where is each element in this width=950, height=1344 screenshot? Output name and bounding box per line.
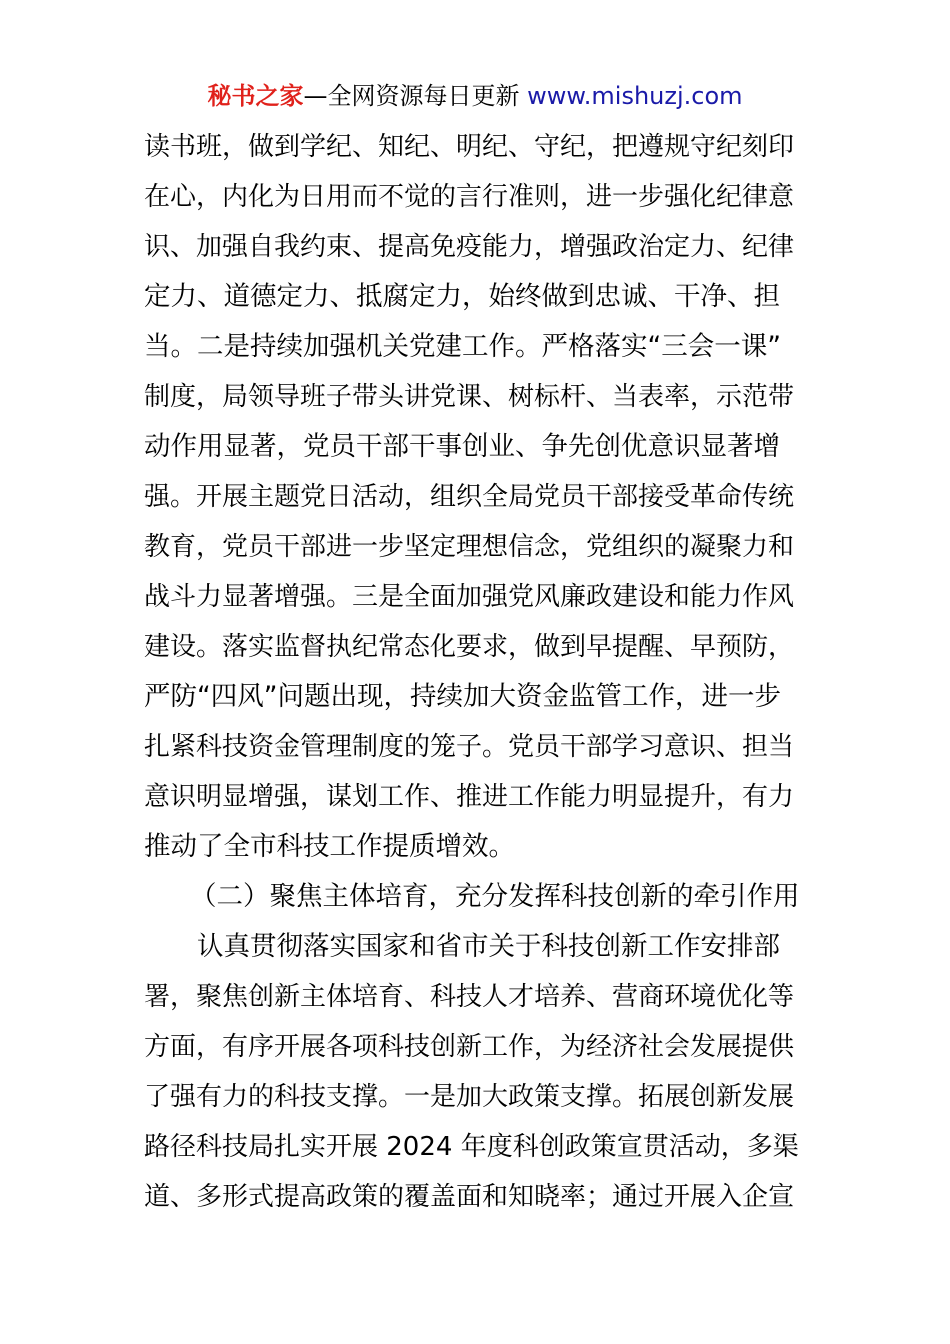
text-line: 战斗力显著增强。三是全面加强党风廉政建设和能力作风: [144, 582, 795, 612]
text-line: 读书班，做到学纪、知纪、明纪、守纪，把遵规守纪刻印: [144, 132, 795, 162]
text-line: 道、多形式提高政策的覆盖面和知晓率；通过开展入企宣: [144, 1182, 795, 1212]
text-line: 教育，党员干部进一步坚定理想信念，党组织的凝聚力和: [144, 532, 795, 562]
site-header: [0, 80, 950, 112]
text-line: 制度，局领导班子带头讲党课、树标杆、当表率，示范带: [144, 382, 795, 412]
site-tagline: —全网资源每日更新: [303, 82, 528, 110]
text-line: 在心，内化为日用而不觉的言行准则，进一步强化纪律意: [144, 182, 795, 212]
text-line: 署，聚焦创新主体培育、科技人才培养、营商环境优化等: [144, 982, 795, 1012]
text-line: 严防“四风”问题出现，持续加大资金监管工作，进一步: [144, 681, 781, 712]
paragraph-first-line: 认真贯彻落实国家和省市关于科技创新工作安排部: [197, 931, 780, 962]
text-line: 推动了全市科技工作提质增效。: [144, 831, 515, 862]
text-line: 定力、道德定力、抵腐定力，始终做到忠诚、干净、担: [144, 281, 780, 312]
text-line: 意识明显增强，谋划工作、推进工作能力明显提升，有力: [144, 782, 795, 812]
site-brand: 秘书之家: [207, 82, 304, 110]
text-line: 路径科技局扎实开展 2024 年度科创政策宣贯活动，多渠: [144, 1132, 799, 1162]
text-line: 了强有力的科技支撑。一是加大政策支撑。拓展创新发展: [144, 1082, 795, 1112]
section-heading: （二）聚焦主体培育，充分发挥科技创新的牵引作用: [190, 881, 800, 912]
text-line: 强。开展主题党日活动，组织全局党员干部接受革命传统: [144, 482, 795, 512]
text-line: 当。二是持续加强机关党建工作。严格落实“三会一课”: [144, 331, 781, 362]
site-url[interactable]: www.mishuzj.com: [527, 82, 743, 110]
text-line: 建设。落实监督执纪常态化要求，做到早提醒、早预防，: [144, 632, 795, 662]
text-line: 识、加强自我约束、提高免疫能力，增强政治定力、纪律: [144, 232, 795, 262]
text-line: 扎紧科技资金管理制度的笼子。党员干部学习意识、担当: [144, 732, 795, 762]
text-line: 动作用显著，党员干部干事创业、争先创优意识显著增: [144, 431, 780, 462]
text-line: 方面，有序开展各项科技创新工作，为经济社会发展提供: [144, 1032, 795, 1062]
